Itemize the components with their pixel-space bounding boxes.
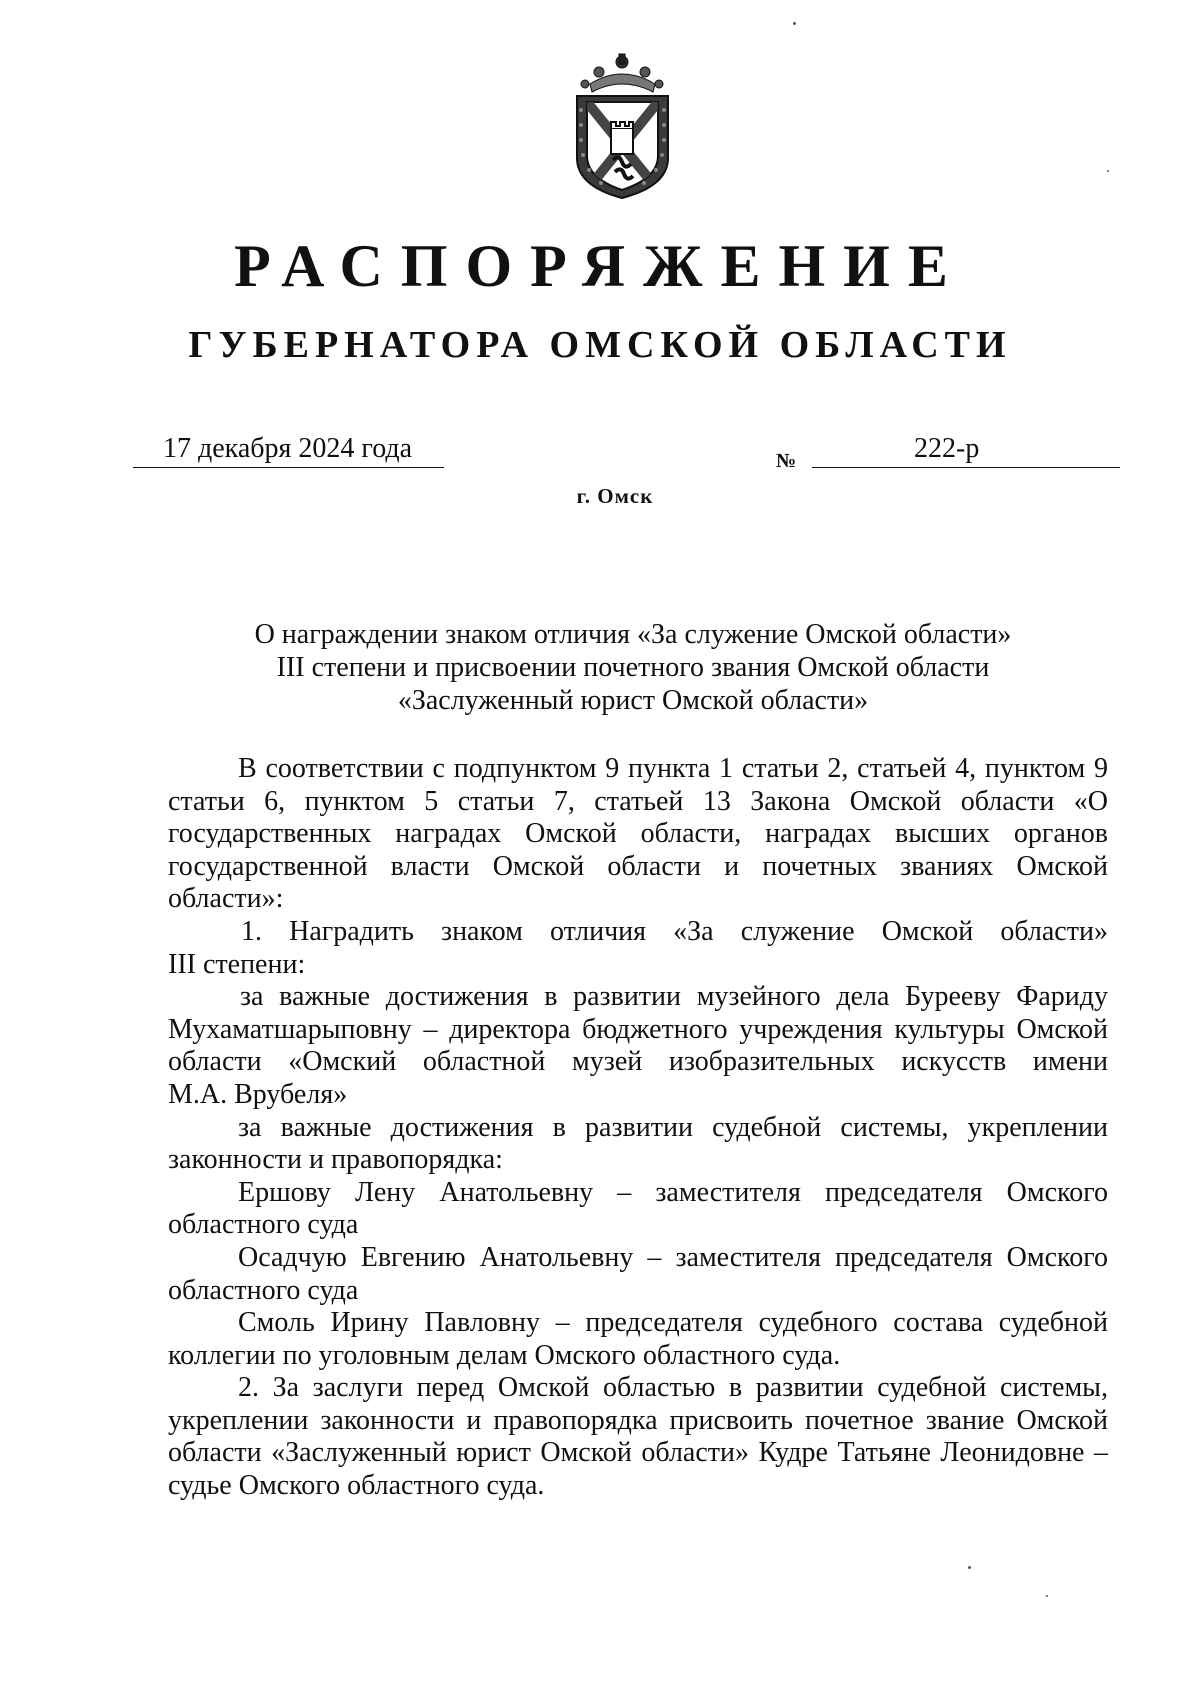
document-subtitle: ГУБЕРНАТОРА ОМСКОЙ ОБЛАСТИ [188,324,1012,366]
item-1-word: служение [740,915,855,947]
coat-of-arms-emblem [555,50,690,200]
number-field [812,431,1120,468]
item-1-word: знаком [441,915,523,947]
museum-award-end: М.А. Врубеля» [168,1078,348,1110]
item-2-paragraph: 2. За заслуги перед Омской областью в развитии судебной системы, укреплении законности и правопорядка присвоить почетное звание Омской области «Заслуженный юрист Омской области» Кудре Татьяне Леонидовне – судье Омского областного суда. [168,1372,1108,1502]
item-1-word: «За [673,915,714,947]
document-date: 17 декабря 2024 года [163,433,413,464]
heading-line: III степени и присвоении почетного звания Омской области [276,652,990,683]
city-label: г. Омск [576,484,654,508]
document-number: 222-р [914,433,980,464]
award-person-3: Смоль Ирину Павловну – председателя судебного состава судебной коллегии по уголовным делам Омского областного суда. [168,1307,1108,1371]
item-1-word: Омской [881,915,974,947]
award-person-2: Осадчую Евгению Анатольевну – заместителя председателя Омского областного суда [168,1241,1108,1306]
item-1-word: Наградить [289,915,414,947]
date-field [133,431,444,468]
court-intro-paragraph: за важные достижения в развитии судебной системы, укреплении законности и правопорядка: [168,1111,1108,1176]
document-body [168,753,1108,1503]
item-1-line [168,916,1108,949]
heading-line: «Заслуженный юрист Омской области» [397,685,869,716]
item-1-continuation: III степени: [168,948,306,980]
document-heading [168,618,1098,717]
award-person-1: Ершову Лену Анатольевну – заместителя председателя Омского областного суда [168,1176,1108,1241]
museum-award-text: за важные достижения в развитии музейного дела Буреевy Фариду Мухаматшарыповну – директора бюджетного учреждения культуры Омской области «Омский областной музей изобразительных искусств имени [168,981,1108,1078]
number-sign: № [776,450,797,472]
item-1-word: области» [1000,915,1108,947]
heading-line: О награждении знаком отличия «За служение Омской области» [254,619,1012,650]
museum-award-paragraph [168,981,1108,1079]
item-1-word: отличия [549,915,647,947]
item-1-number: 1. [241,915,262,947]
preamble-paragraph: В соответствии с подпунктом 9 пункта 1 статьи 2, статьей 4, пунктом 9 статьи 6, пунктом 5 статьи 7, статьей 13 Закона Омской области «О государственных наградах Омской области, наградах высших органов государственной власти Омской области и почетных званиях Омской области»: [168,753,1108,915]
document-title: РАСПОРЯЖЕНИЕ [234,233,966,299]
